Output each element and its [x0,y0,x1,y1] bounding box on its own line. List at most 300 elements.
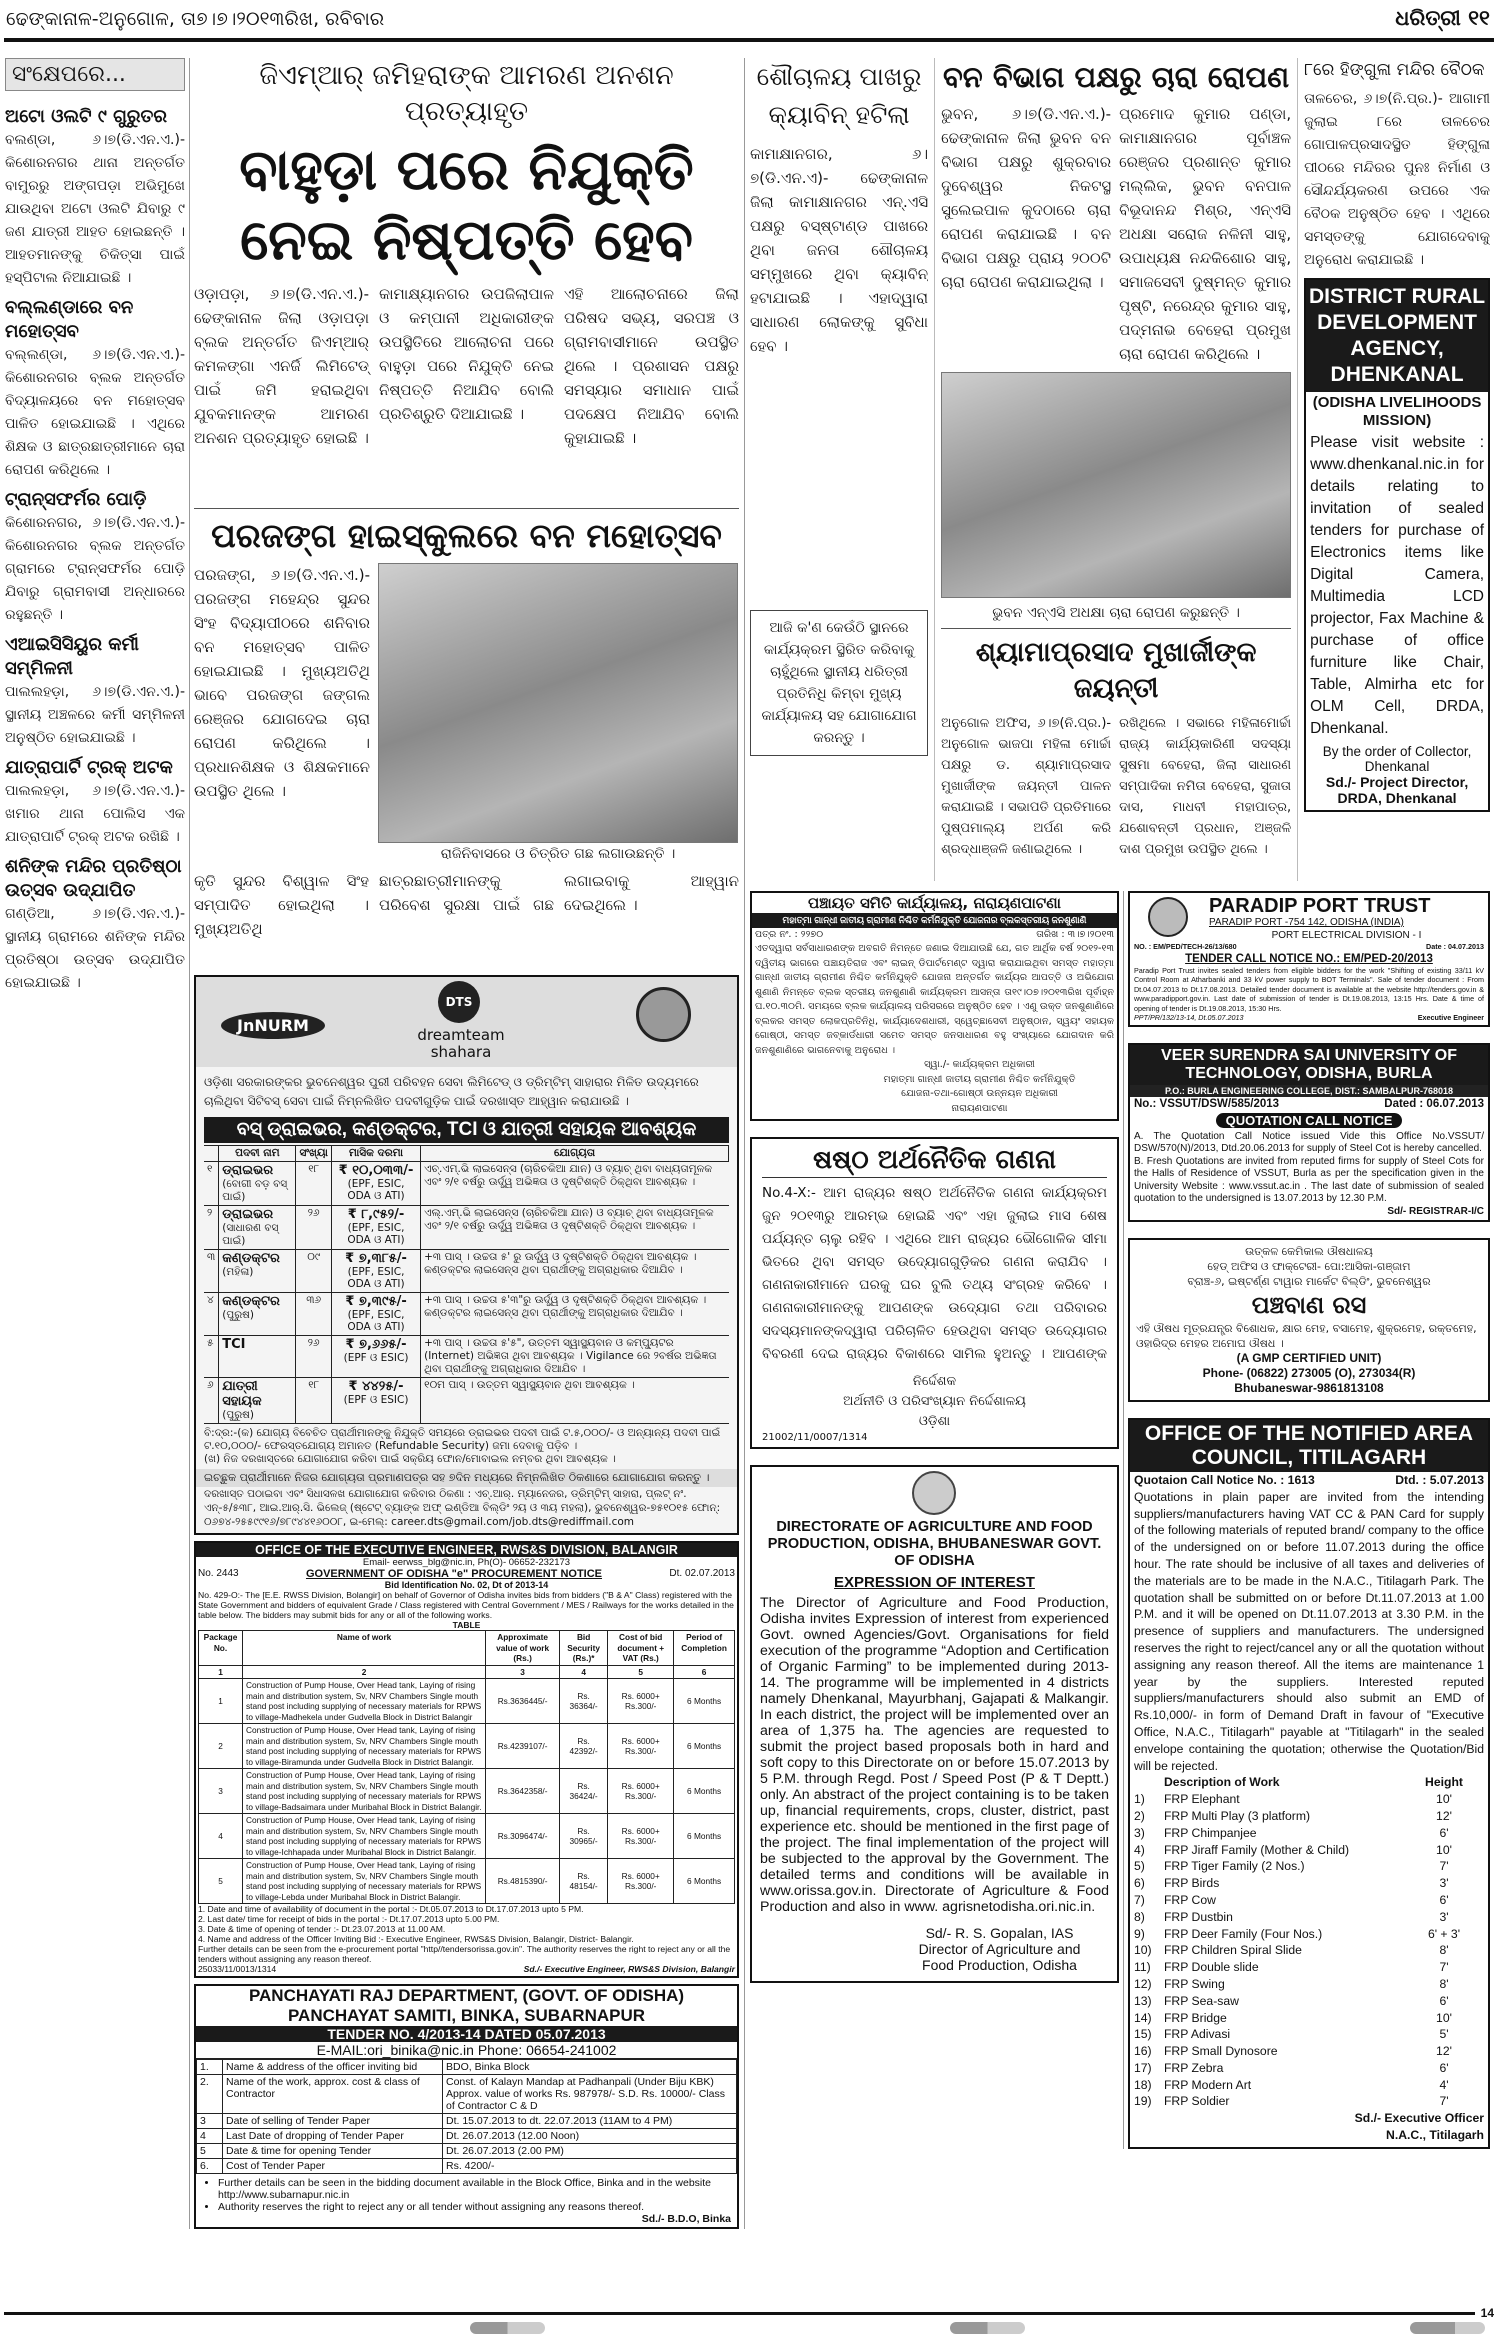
table-cell: 4 [197,2129,223,2144]
table-cell: 4 [199,1814,243,1859]
salary-cell [331,1378,420,1424]
item-height: 10' [1436,1842,1452,1857]
story2-tail: କୃତି ସୁନ୍ଦର ବିଶ୍ୱାଳ ସିଂହ ସମ୍ପାଦିତ ହୋଇଥିଲା । ମୁଖ୍ୟଅତିଥି ଛାତ୍ରଛାତ୍ରୀମାନଙ୍କୁ ପରିବେଶ ସୁରକ୍ଷା ପାଇଁ ଗଛ ଲଗାଇବାକୁ ଆହ୍ୱାନ ଦେଇଥିଲେ । [194,872,739,938]
col-header: Cost of bid document + VAT (Rs.) [608,1631,674,1666]
list-item [1130,1926,1488,1943]
narayanpatna-notice [750,891,1119,1121]
table-cell: Const. of Kalayn Mandap at Padhanpali (Under Biju KBK) Approx. value of works Rs. 987978/- S.D. Rs. 10000/- Class of Contractor C & D [443,2075,737,2114]
rwss-table-label: TABLE [452,1620,481,1630]
item-height: 12' [1436,1808,1452,1823]
rwss-contact: Email- eerwss_blg@nic.in, Ph(O)- 06652-232173 [362,1557,571,1568]
item-height: 12' [1436,2044,1452,2059]
agri-sign-line: Food Production, Odisha [922,1957,1077,1973]
table-cell: Cost of Tender Paper [223,2159,443,2174]
table-row [204,1206,729,1250]
col-header: Approximate value of work (Rs.) [486,1631,560,1666]
lead-paragraph: ଏହି ଆଲୋଚନାରେ ଜିଲା ପରିଷଦ ସଭ୍ୟ, ସରପଞ୍ଚ ଓ ଗ୍ରାମବାସୀମାନେ ଉପସ୍ଥିତ ଥିଲେ । ପ୍ରଶାସନ ପକ୍ଷରୁ ସମସ୍ୟାର ସମାଧାନ ପାଇଁ ପଦକ୍ଷେପ ନିଆଯିବ ବୋଲି କୁହାଯାଇଛି । [564,285,739,447]
table-cell: Rs. 6000+ Rs.300/- [608,1679,674,1724]
center-column [194,58,739,2229]
census-sign-line: ନିର୍ଦ୍ଦେଶକ [912,1374,957,1389]
dts-banner: ବସ୍ ଡ୍ରାଇଭର, କଣ୍ଡକ୍ଟର, TCI ଓ ଯାତ୍ରୀ ସହାୟକ ଆବଶ୍ୟକ [204,1117,729,1143]
item-height: 6' [1439,1892,1449,1907]
table-row [199,1724,735,1769]
item-number: 17) [1133,2060,1152,2075]
table-cell: Rs. 36424/- [560,1769,608,1814]
drda-sign: Sd./- Project Director, DRDA, Dhenkanal [1325,774,1469,806]
census-ref: 21002/11/0007/1314 [762,1432,868,1443]
item-desc: FRP Soldier [1163,2094,1230,2109]
table-cell: Rs. 48154/- [560,1859,608,1904]
rwss-intro: No. 429-O:- The [E.E. RWSS Division, Bolangir] on behalf of Governor of Odisha invites bids from bidders ("B & A" Class) registered with the State Government and bidders of equivalent Grade / Class registered with Central Government / MES / Railways for the works detailed in the table below. The bidders may submit bids for any or all of the following works. [198,1590,734,1620]
col-header: Name of work [243,1631,486,1666]
list-item [1130,1993,1488,2010]
list-item [1130,1959,1488,1976]
shouchalaya-headline: ଶୌଚାଳୟ ପାଖରୁ କ୍ୟାବିନ୍ ହଟିଲା [756,62,922,129]
item-number: 12) [1133,1976,1152,1991]
list-item [1130,1808,1488,1825]
count-cell: ୩୬ [296,1293,331,1336]
item-height: 7' [1439,2094,1449,2109]
item-height: 6' + 3' [1427,1926,1461,1941]
binka-title: PANCHAYATI RAJ DEPARTMENT, (GOVT. OF ODISHA) [248,1986,685,2005]
brief-body: ପାଲଲହଡ଼ା, ୬।୭(ଡି.ଏନ.ଏ.)- ସ୍ଥାନୀୟ ଅଞ୍ଚଳରେ କର୍ମୀ ସମ୍ମିଳନୀ ଅନୁଷ୍ଠିତ ହୋଇଯାଇଛି । [5,684,185,746]
table-cell: Construction of Pump House, Over Head tank, Laying of rising main and distribution system, Sv, NRV Chambers Single mouth stand post including supplying of necessary materials for RPWS to village-Ichhapada under Muribahal Block in District Balangir. [243,1814,486,1859]
dts-recruitment-ad [194,975,739,1535]
list-item [1130,1825,1488,1842]
table-row [204,1336,729,1378]
table-row [197,2144,737,2159]
titi-sign-office: N.A.C., Titilagarh [1386,2128,1484,2143]
table-cell: 3 [199,1769,243,1814]
item-desc: FRP Cow [1163,1892,1216,1907]
drda-subtitle: (ODISHA LIVELIHOODS MISSION) [1312,394,1482,429]
rwss-note: 1. Date and time of availability of document in the portal :- Dt.05.07.2013 to Dt.17.07.2013 upto 5 PM. [198,1904,584,1914]
narayan-subtitle: ମହାତ୍ମା ଗାନ୍ଧୀ ଜାତୀୟ ଗ୍ରାମୀଣ ନିଶ୍ଚିତ କର୍ମନିଯୁକ୍ତି ଯୋଜନାର ବ୍ଲକସ୍ତରୀୟ ଜନଶୁଣାଣି [752,913,1117,928]
odisha-emblem-icon [912,1471,956,1515]
item-desc: FRP Multi Play (3 platform) [1163,1808,1311,1823]
dts-intro: ଓଡ଼ିଶା ସରକାରଙ୍କର ଭୁବନେଶ୍ୱର ପୁରୀ ପରିବହନ ସେବା ଲିମିଟେଡ୍ ଓ ଡ୍ରିମ୍‌ଟିମ୍ ସାହାରାର ମିଳିତ ଉଦ୍ୟମରେ ଚାଲିଥିବା ସିଟିବସ୍ ସେବା ପାଇଁ ନିମ୍ନଲିଖିତ ପଦବୀଗୁଡ଼ିକ ପାଇଁ ଦରଖାସ୍ତ ଆହ୍ୱାନ କରାଯାଉଛି । [204,1075,699,1108]
brief-body: ବଲ୍ଲଣ୍ଡା, ୬।୭(ଡି.ଏନ.ଏ.)- କିଶୋରନଗର ବ୍ଲକ ଅନ୍ତର୍ଗତ ବିଦ୍ୟାଳୟରେ ବନ ମହୋତ୍ସବ ପାଳିତ ହୋଇଯାଇଛି । ଏଥିରେ ଶିକ୍ଷକ ଓ ଛାତ୍ରଛାତ୍ରୀମାନେ ଚାରା ରୋପଣ କରିଥିଲେ । [5,347,185,478]
story2-photo [378,563,738,843]
table-cell: Construction of Pump House, Over Head tank, Laying of rising main and distribution system, Sv, NRV Chambers Single mouth stand post including supplying of necessary materials for RPWS to village-Biramunda under Gudvella Block in District Balangir. [243,1724,486,1769]
item-number: 8) [1133,1909,1145,1924]
page-scroll-handle[interactable] [950,2322,1025,2334]
brief-section-label: ସଂକ୍ଷେପରେ... [5,58,185,91]
table-cell: Rs. 30965/- [560,1814,608,1859]
vssut-title: VEER SURENDRA SAI UNIVERSITY OF TECHNOLOGY, ODISHA, BURLA [1130,1045,1488,1085]
item-desc: FRP Swing [1163,1976,1225,1991]
brief-headline: ଶନିଙ୍କ ମନ୍ଦିର ପ୍ରତିଷ୍ଠା ଉତ୍ସବ ଉଦ୍‌ଯାପିତ [5,856,182,901]
table-cell: 5 [199,1859,243,1904]
page-scroll-handle[interactable] [1410,2322,1485,2334]
table-cell: Rs.3096474/- [486,1814,560,1859]
table-row [197,2159,737,2174]
economic-census-ad [750,1137,1119,1449]
item-height: 4' [1439,2077,1449,2092]
paradip-address: PARADIP PORT -754 142, ODISHA (INDIA) [1208,917,1404,928]
item-height: 3' [1439,1876,1449,1891]
shouchalaya-body: କାମାକ୍ଷାନଗର, ୬।୭(ଡି.ଏନ.ଏ)- ଢେଙ୍କାନାଳ ଜିଲା କାମାକ୍ଷାନଗର ଏନ୍.ଏସି ପକ୍ଷରୁ ବସ୍‌ଷ୍ଟାଣ୍ଡ ପାଖରେ ଥିବା ଜନତା ଶୌଚାଳୟ ସମ୍ମୁଖରେ ଥିବା କ୍ୟାବିନ୍ ହଟାଯାଇଛି । ଏହାଦ୍ୱାରା ସାଧାରଣ ଲୋକଙ୍କୁ ସୁବିଧା ହେବ । [750,145,929,355]
binka-subtitle: PANCHAYAT SAMITI, BINKA, SUBARNAPUR [287,2006,646,2025]
item-desc: FRP Birds [1163,1876,1220,1891]
item-height: 8' [1439,1976,1449,1991]
item-height: 7' [1439,1960,1449,1975]
table-row [197,2075,737,2114]
item-desc: FRP Jiraff Family (Mother & Child) [1163,1842,1350,1857]
post-cell [219,1378,296,1424]
table-cell: Rs. 36364/- [560,1679,608,1724]
table-cell: 2 [199,1724,243,1769]
panchaban-ras-ad [1128,1238,1490,1402]
vssut-item-b: B. Fresh Quotations are invited from reputed firms for supply of Steel Cots for the Halls of Residence of VSSUT, Burla as per the specification given in the University Website : www.vssut.ac.in . The last date of submission of sealed quotation to the undersigned is 13.07.2013 by 12.30 P.M. [1133,1155,1484,1204]
titi-sign: Sd./- Executive Officer [1354,2111,1484,2126]
table-cell: Date & time for opening Tender [223,2144,443,2159]
list-item [1130,1842,1488,1859]
paradip-ref: PPT/PR/132/13-14, Dt.05.07.2013 [1133,1013,1244,1022]
bana-body: ପ୍ରମୋଦ କୁମାର ପଣ୍ଡା, କାମାକ୍ଷାନଗର ପୂର୍ବାଞ୍ଚଳ ରେଞ୍ଜର ପ୍ରଶାନ୍ତ କୁମାର ମଲ୍ଲିକ, ଭୁବନ ବନପାଳ ବିଭୂଦାନନ୍ଦ ମିଶ୍ର, ଏନ୍‌ଏସି ଅଧକ୍ଷା ସରୋଜ ନଳିନୀ ସାହୁ, ଉପାଧ୍ୟକ୍ଷ ନନ୍ଦକିଶୋର ସାହୁ, ସମାଜସେବୀ ଦୁଷ୍ମନ୍ତ କୁମାର ପୃଷ୍ଟି, ନରେନ୍ଦ୍ର କୁମାର ସାହୁ, ପଦ୍ମନାଭ ବେହେରା ପ୍ରମୁଖ ଚାରା ରୋପଣ କରିଥିଲେ । [1119,105,1292,363]
table-row [204,1162,729,1206]
list-item [1130,2010,1488,2027]
col-header: ଯୋଗ୍ୟତା [421,1146,729,1162]
table-cell: Dt. 26.07.2013 (2.00 PM) [443,2144,737,2159]
item-height: 10' [1436,2010,1452,2025]
post-cell [219,1293,296,1336]
table-cell: 1. [197,2060,223,2075]
vssut-address: P.O.: BURLA ENGINEERING COLLEGE, DIST.: SAMBALPUR-768018 [1130,1085,1488,1097]
narayan-sign-line: ନାରାୟଣପାଟଣା [951,1102,1008,1114]
agri-heading: EXPRESSION OF INTEREST [834,1574,1035,1591]
item-number: 3) [1133,1825,1145,1840]
salary-note: (EPF ଓ ESIC) [343,1394,409,1406]
post-note: (ବୋଗୀ ବଡ଼ ବସ୍ ପାଇଁ) [222,1178,288,1203]
salary-cell [331,1293,420,1336]
table-cell: BDO, Binka Block [443,2060,737,2075]
column-divider [1123,891,1124,2149]
item-desc: FRP Children Spiral Slide [1163,1943,1302,1958]
post-note: (ମହିଳା) [222,1266,254,1278]
dts-address: ଦରଖାସ୍ତ ପଠାଇବା ଏବଂ ସିଧାସଳଖ ଯୋଗାଯୋଗ କରିବାର ଠିକଣା : ଏଚ୍.ଆର୍. ମ୍ୟାନେଜର, ଡ୍ରିମ୍‌ଟିମ୍ ସାହାରା, ପ୍ଲଟ୍ ନଂ. ଏନ୍-୫/୫୩୮, ଆଇ.ଆର୍.ସି. ଭିଲେଜ୍ (ଷ୍ଟେଟ୍ ବ୍ୟାଙ୍କ ଅଫ୍ ଇଣ୍ଡିଆ ବିଲ୍ଡିଂ ୨ୟ ଓ ୩ୟ ମହଲା), ଭୁବନେଶ୍ୱର-୭୫୧୦୧୫ ଫୋନ୍: ୦୬୭୪-୨୫୫୯୯୧୬/୭୮୯୪୪୧୬୦୦୮, ଇ-ମେଲ୍: career.dts@gmail.com/job.dts@rediffmail.com [204,1488,721,1528]
rwss-works-table [198,1630,735,1904]
table-cell: Construction of Pump House, Over Head tank, Laying of rising main and distribution system, Sv, NRV Chambers Single mouth stand post including supplying of necessary materials for RPWS to village-Lebda under Muribahal Block in District Balangir. [243,1859,486,1904]
table-cell: Dt. 26.07.2013 (12.00 Noon) [443,2129,737,2144]
census-sign-line: ଓଡ଼ିଶା [918,1414,951,1429]
bana-caption: ଭୁବନ ଏନ୍‌ଏସି ଅଧକ୍ଷା ଚାରା ରୋପଣ କରୁଛନ୍ତି । [992,605,1240,621]
item-number: 6) [1133,1876,1145,1891]
hingula-headline: ୮ରେ ହିଙ୍ଗୁଳା ମନ୍ଦିର ବୈଠକ [1304,60,1485,80]
item-number: 11) [1133,1960,1151,1975]
agri-sign-line: Sd/- R. S. Gopalan, IAS [925,1925,1074,1941]
narayan-date: ତାରିଖ : ୩।୭।୨୦୧୩ [1036,928,1114,940]
contact-notice-box: ଆଜି କ'ଣ କେଉଁଠି ସ୍ଥାନରେ କାର୍ଯ୍ୟକ୍ରମ ସ୍ଥିରିତ କରିବାକୁ ଚାହୁଁଥିଲେ ସ୍ଥାନୀୟ ଧରିତ୍ରୀ ପ୍ରତିନିଧି କିମ୍ବା ମୁଖ୍ୟ କାର୍ଯ୍ୟାଳୟ ସହ ଯୋଗାଯୋଗ କରନ୍ତୁ । [750,610,928,756]
salary: ₹ ୭,୩୯୫/- [345,1294,407,1309]
header-bar [6,6,1490,31]
list-item [1130,1909,1488,1926]
col-header: ମାସିକ ଦରମା [331,1146,420,1162]
brief-headline: ଯାତ୍ରାପାର୍ଟି ଟ୍ରକ୍ ଅଟକ [5,757,173,778]
narayan-sign-line: ସ୍ୱା./- କାର୍ଯ୍ୟକ୍ରମ ଅଧିକାରୀ [924,1059,1035,1070]
list-item [1130,1875,1488,1892]
table-cell: Rs. 42392/- [560,1724,608,1769]
item-desc: FRP Small Dynosore [1163,2044,1278,2059]
shyama-body: ରଖିଥିଲେ । ସଭାରେ ମହିଳାମୋର୍ଚ୍ଚା ରାଜ୍ୟ କାର୍ଯ୍ୟକାରିଣୀ ସଦସ୍ୟା ସୁଷମା ବେହେରା, ଜିଲା ସାଧାରଣ ସମ୍ପାଦିକା ନମିତା ବେହେରା, ସୁଜାତା ଦାସ, ମାଧବୀ ମହାପାତ୍ର, ଯଶୋବନ୍ତୀ ପ୍ରଧାନ, ଅଞ୍ଜଳି ଦାଶ ପ୍ରମୁଖ ଉପସ୍ଥିତ ଥିଲେ । [1119,716,1292,857]
list-item [1130,1858,1488,1875]
story2-headline: ପରଜଙ୍ଗ ହାଇସ୍କୁଲରେ ବନ ମହୋତ୍ସବ [211,516,722,555]
page-scroll-handle[interactable] [470,2322,545,2334]
item-number: 5) [1133,1859,1145,1874]
lead-paragraph: ଓଡ଼ାପଡ଼ା, ୬।୭(ଡି.ଏନ.ଏ.)- ଢେଙ୍କାନାଳ ଜିଲା ଓଡ଼ାପଡ଼ା ବ୍ଲକ ଅନ୍ତର୍ଗତ ଜିଏମ୍‌ଆର୍ କମଳଙ୍ଗା ଏନର୍ଜି ଲିମିଟେଡ୍ ପାଇଁ ଜମି ହରାଇଥିବା ଯୁବକମାନଙ୍କ ଆମରଣ ଅନଶନ ପ୍ରତ୍ୟାହୃତ ହୋଇଛି । [194,285,369,447]
item-number: 16) [1133,2044,1152,2059]
paradip-notice: TENDER CALL NOTICE NO.: EM/PED-20/2013 [1185,952,1433,965]
table-cell: Rs. 6000+ Rs.300/- [608,1859,674,1904]
col-header [204,1146,219,1162]
rwss-ref: 25033/11/0013/1314 [198,1964,277,1974]
paradip-division: PORT ELECTRICAL DIVISION - I [1271,930,1422,941]
agri-title: DIRECTORATE OF AGRICULTURE AND FOOD PRODUCTION, ODISHA, BHUBANESWAR GOVT. OF ODISHA [767,1519,1102,1569]
rwss-no: No. 2443 [198,1568,239,1579]
bus-seal-icon [636,987,691,1042]
post-name: ଡ୍ରାଇଭର [222,1207,274,1222]
divider [194,508,739,509]
item-number: 18) [1133,2077,1152,2092]
table-cell: 2. [197,2075,223,2114]
row-number: ୪ [204,1293,219,1336]
item-number: 2) [1133,1808,1145,1823]
paradip-sign: Executive Engineer [1417,1013,1484,1022]
item-desc: FRP Tiger Family (2 Nos.) [1163,1859,1305,1874]
item-desc: FRP Modern Art [1163,2077,1252,2092]
brief-headline: ଅଟୋ ଓଲଟି ୯ ଗୁରୁତର [5,106,168,127]
item-height: 8' [1439,1943,1449,1958]
list-item [1130,1892,1488,1909]
col-number: 1 [199,1665,243,1679]
table-cell: Rs.4815390/- [486,1859,560,1904]
list-item [1130,2093,1488,2110]
page-scroll-handles [0,2322,1498,2334]
item-number: 9) [1133,1926,1145,1941]
titi-no: Quotaion Call Notice No. : 1613 [1133,1473,1315,1487]
item-desc: FRP Adivasi [1163,2027,1231,2042]
salary: ₹ ୭,୬୬୫/- [345,1337,407,1352]
rwss-note: Further details can be seen from the e-procurement portal "http//tendersorissa.gov.in". The authority reserves the right to reject any or all the tenders without assigning any reason thereof. [198,1944,731,1964]
drda-body: Please visit website : www.dhenkanal.nic.in for details relating to invitation of sealed tenders for purchase of Electronics items like Digital Camera, Multimedia LCD projector, Fax Machine & purchase of office furniture like Chair, Table, Almirha etc for OLM Cell, DRDA, Dhenkanal. [1310,434,1485,737]
binka-tender-no: TENDER NO. 4/2013-14 DATED 05.07.2013 [196,2026,737,2042]
rwss-bid-id: Bid Identification No. 02, Dt of 2013-14 [384,1580,549,1590]
brief-headline: ଏଆଇସିସିୟୁର କର୍ମୀ ସମ୍ମିଳନୀ [5,634,139,679]
table-cell: Last Date of dropping of Tender Paper [223,2129,443,2144]
rwss-note: 3. Date & time of opening of tender :- Dt.23.07.2013 at 11.00 AM. [198,1924,446,1934]
narayan-body: ଏତଦ୍ୱାରା ସର୍ବସାଧାରଣଙ୍କ ଅବଗତି ନିମନ୍ତେ ଜଣାଇ ଦିଆଯାଉଛି ଯେ, ଗତ ଆର୍ଥିକ ବର୍ଷ ୨୦୧୨-୧୩ ଦ୍ୱିତୀୟ ଭାଗରେ ପଞ୍ଚାୟତିରାଜ ଏବଂ ଲାଇନ୍ ଡିପାର୍ଟମେଣ୍ଟ ଦ୍ୱାରା କରାଯାଇଥିବା ସମସ୍ତ ମହାତ୍ମା ଗାନ୍ଧୀ ଜାତୀୟ ଗ୍ରାମୀଣ ନିଶ୍ଚିତ କର୍ମନିଯୁକ୍ତି ଯୋଜନା ଅନ୍ତର୍ଗତ କାର୍ଯ୍ୟର ଆପତ୍ତି ଓ ଅଭିଯୋଗ ଶୁଣାଣି ନିମନ୍ତେ ବ୍ଲକ ସ୍ତରୀୟ ଜନଶୁଣାଣି କାର୍ଯ୍ୟକ୍ରମ ଆସନ୍ତା ତା୧୯।୦୭।୨୦୧୩ରିଖ ପୂର୍ବାହ୍ନ ଘ.୧୦.୩୦ମି. ସମୟରେ ବ୍ଲକ କାର୍ଯ୍ୟାଳୟ ପରିସରରେ ଅନୁଷ୍ଠିତ ହେବ । ଏଣୁ ଉକ୍ତ ଜନଶୁଣାଣିରେ ବ୍ଲକର ସମସ୍ତ ଲୋକପ୍ରତିନିଧି, କାର୍ଯ୍ୟାଦେଶଧାରୀ, ସ୍ୱେଚ୍ଛାସେବୀ ଅନୁଷ୍ଠାନ, ସ୍ୱୟଂ ସହାୟକ ଗୋଷ୍ଠୀ, ସମସ୍ତ ଜବ୍‌କାର୍ଡଧାରୀ ସମେତ ସମସ୍ତ ଜନସାଧାରଣ ବହୁ ସଂଖ୍ୟାରେ ଯୋଗଦାନ କରି ଜନଶୁଣାଣିରେ ଭାଗନେବାକୁ ଅନୁରୋଧ । [755,943,1114,1056]
table-cell: 6 Months [674,1814,735,1859]
item-desc: FRP Elephant [1163,1792,1240,1807]
titi-title: OFFICE OF THE NOTIFIED AREA COUNCIL, TITILAGARH [1130,1420,1488,1472]
col-number: 5 [608,1665,674,1679]
salary-note: (EPF, ESIC, ODA ଓ ATI) [347,1222,405,1246]
drda-ad [1304,278,1490,812]
col-number: 4 [560,1665,608,1679]
brief-column [5,58,185,995]
binka-contact: E-MAIL:ori_binika@nic.in Phone: 06654-241002 [196,2042,737,2059]
binka-table [196,2059,737,2174]
list-item [1130,2026,1488,2043]
panchaban-gmp: (A GMP CERTIFIED UNIT) [1236,1351,1382,1365]
census-sign-line: ଅର୍ଥନୀତି ଓ ପରିସଂଖ୍ୟାନ ନିର୍ଦ୍ଦେଶାଳୟ [843,1394,1026,1409]
item-desc: FRP Deer Family (Four Nos.) [1163,1926,1323,1941]
salary: ₹ ୪୪୨୫/- [348,1379,404,1394]
salary-note: (EPF, ESIC, ODA ଓ ATI) [347,1309,405,1333]
column-divider [934,58,935,881]
dts-vacancy-table [204,1145,729,1424]
salary-note: (EPF ଓ ESIC) [343,1352,409,1364]
agri-sign-line: Director of Agriculture and [918,1941,1081,1957]
paradip-no: NO. : EM/PED/TECH-26/13/680 [1133,942,1237,951]
table-row [197,2060,737,2075]
binka-sign: Sd./- B.D.O, Binka [641,2213,731,2225]
rwss-notice: GOVERNMENT OF ODISHA "e" PROCUREMENT NOTICE [305,1568,603,1580]
vssut-ad [1128,1043,1490,1223]
shyama-body: ଅନୁଗୋଳ ଅଫିସ, ୬।୭(ନି.ପ୍ର.)- ଅନୁଗୋଳ ଭାଜପା ମହିଳା ମୋର୍ଚ୍ଚା ପକ୍ଷରୁ ଡ. ଶ୍ୟାମାପ୍ରସାଦ ମୁଖାର୍ଜୀଙ୍କ ଜୟନ୍ତୀ ପାଳନ କରାଯାଇଛି । ସଭାପତି ପ୍ରତିମାରେ ପୁଷ୍ପମାଲ୍ୟ ଅର୍ପଣ କରି ଶ୍ରଦ୍ଧାଞ୍ଜଳି ଜଣାଇଥିଲେ । [941,716,1112,857]
drda-title: DISTRICT RURAL DEVELOPMENT AGENCY, DHENKANAL [1306,280,1488,392]
item-height: 6' [1439,2060,1449,2075]
row-number: ୬ [204,1378,219,1424]
lead-body [194,282,739,502]
panchaban-company: ଉତ୍କଳ କେମିକାଲ ଔଷଧାଳୟ [1245,1245,1373,1258]
item-desc: FRP Bridge [1163,2010,1227,2025]
table-row [197,2129,737,2144]
item-desc: FRP Dustbin [1163,1909,1233,1924]
post-note: (ସାଧାରଣ ବସ୍ ପାଇଁ) [222,1222,279,1247]
item-desc: FRP Chimpanjee [1163,1825,1257,1840]
dateline: ଢେଙ୍କାନାଳ-ଅନୁଗୋଳ, ତା୭।୭।୨୦୧୩ରିଖ, ରବିବାର [6,8,385,30]
panchaban-phone: Phone- (06822) 273005 (O), 273034(R) [1202,1366,1416,1380]
table-row [199,1679,735,1724]
footer-rule [4,2312,1475,2315]
table-cell: Rs. 6000+ Rs.300/- [608,1724,674,1769]
titi-col-desc: Description of Work [1163,1775,1280,1790]
qualification-cell: +୩ ପାସ୍ । ଉଚ୍ଚତା ୫'୩"ରୁ ଊର୍ଦ୍ଧ୍ୱ ଓ ଦୃଷ୍ଟିଶକ୍ତି ଠିକ୍‌ଥିବା ଆବଶ୍ୟକ । କଣ୍ଡକ୍ଟର ଲାଇସେନ୍ସ ଥିବା ପ୍ରାର୍ଥୀଙ୍କୁ ଅଗ୍ରାଧିକାର ଦିଆଯିବ । [421,1293,729,1336]
story2-body: ପରଜଙ୍ଗ, ୬।୭(ଡି.ଏନ.ଏ.)- ପରଜଙ୍ଗ ମହେନ୍ଦ୍ର ସୁନ୍ଦର ସିଂହ ବିଦ୍ୟାପୀଠରେ ଶନିବାର ବନ ମହୋତ୍ସବ ପାଳିତ ହୋଇଯାଇଛି । ମୁଖ୍ୟଅତିଥି ଭାବେ ପରଜଙ୍ଗ ଜଙ୍ଗଲ ରେଞ୍ଜର ଯୋଗଦେଇ ଚାରା ରୋପଣ କରିଥିଲେ । ପ୍ରଧାନଶିକ୍ଷକ ଓ ଶିକ୍ଷକମାନେ ଉପସ୍ଥିତ ଥିଲେ । [194,566,370,800]
col-header: ପଦବୀ ନାମ [219,1146,296,1162]
brief-body: ବଲଣ୍ଡା, ୬।୭(ଡି.ଏନ.ଏ.)- କିଶୋରନଗର ଥାନା ଅନ୍ତର୍ଗତ ବାମୁରରୁ ଅଙ୍ଗପଡ଼ା ଅଭିମୁଖେ ଯାଉଥିବା ଅଟୋ ଓଲଟି ଯିବାରୁ ୯ ଜଣ ଯାତ୍ରୀ ଆହତ ହୋଇଛନ୍ତି । ଆହତମାନଙ୍କୁ ଚିକିତ୍ସା ପାଇଁ ହସ୍ପିଟାଲ ନିଆଯାଇଛି । [5,132,185,286]
item-height: 5' [1439,2027,1449,2042]
vssut-notice: QUOTATION CALL NOTICE [1216,1113,1403,1128]
rwss-note: 2. Last date/ time for receipt of bids in the portal :- Dt.17.07.2013 upto 5.00 PM. [198,1914,500,1924]
count-cell: ୧୮ [296,1378,331,1424]
table-cell: 1 [199,1679,243,1724]
header-rule [4,38,1494,42]
post-cell [219,1162,296,1206]
titi-col-height: Height [1425,1775,1463,1790]
table-cell: Name of the work, approx. cost & class of Contractor [223,2075,443,2114]
dts-logo: DTS [438,981,480,1023]
paradip-body: Paradip Port Trust invites sealed tenders from eligible bidders for the work "Shifting of existing 33/11 kV Control Room at Atharbanki and 33 kV power supply to BOT Terminals". Sale of tender document : From Dt.04.07.2013 to Dt.17.08.2013. Detailed tender document is available at the website http://tenders.gov.in & www.paradipport.gov.in. Last date of submission of tender is Dt.19.08.2013, 13:15 Hrs. Date & time of opening of tender is Dt.19.08.2013, 15:30 Hrs. [1133,965,1484,1013]
brief-body: କିଶୋରନଗର, ୬।୭(ଡି.ଏନ.ଏ.)- କିଶୋରନଗର ବ୍ଲକ ଅନ୍ତର୍ଗତ ଗ୍ରାମରେ ଟ୍ରାନ୍ସଫର୍ମର ପୋଡ଼ି ଯିବାରୁ ଗ୍ରାମବାସୀ ଅନ୍ଧାରରେ ରହୁଛନ୍ତି । [5,515,185,623]
post-cell [219,1250,296,1293]
table-cell: Rs. 6000+ Rs.300/- [608,1814,674,1859]
paradip-title: PARADIP PORT TRUST [1208,895,1431,917]
row-number: ୩ [204,1250,219,1293]
page-label: ଧରିତ୍ରୀ ୧୧ [1395,6,1490,30]
salary-note: (EPF, ESIC, ODA ଓ ATI) [347,1178,405,1202]
lead-kicker: ଜିଏମ୍‌ଆର୍ ଜମିହରାଙ୍କ ଆମରଣ ଅନଶନ ପ୍ରତ୍ୟାହୃତ [259,60,674,127]
paradip-port-ad [1128,891,1490,1027]
post-name: TCI [222,1337,246,1352]
qualification-cell: +୩ ପାସ୍ । ଉଚ୍ଚତା ୫'୫", ଉତ୍ତମ ସ୍ୱାସ୍ଥ୍ୟବାନ ଓ କମ୍ପ୍ୟୁଟର (Internet) ଅଭିଜ୍ଞତା ଥିବା ଆବଶ୍ୟକ । Vigilance ରେ ୨ବର୍ଷର ଅଭିଜ୍ଞତା ଥିବା ପ୍ରାର୍ଥୀଙ୍କୁ ଅଗ୍ରାଧିକାର ଦିଆଯିବ । [421,1336,729,1378]
item-height: 6' [1439,1993,1449,2008]
item-number: 15) [1133,2027,1152,2042]
count-cell: ୦୯ [296,1250,331,1293]
bana-body: ଭୁବନ, ୬।୭(ଡି.ଏନ.ଏ.)- ଢେଙ୍କାନାଳ ଜିଲା ଭୁବନ ବନ ବିଭାଗ ପକ୍ଷରୁ ଶୁକ୍ରବାର ଦୁବେଶ୍ୱର ନିକଟସ୍ଥ ସୁଲେଇପାଳ କୁଦଠାରେ ଚାରା ରୋପଣ କରାଯାଇଛି । ବନ ବିଭାଗ ପକ୍ଷରୁ ପ୍ରାୟ ୨୦୦ଟି ଚାରା ରୋପଣ କରାଯାଇଥିଲା । [941,105,1112,291]
panchaban-office: ହେଡ୍ ଅଫିସ ଓ ଫାକ୍ଟେରୀ- ପୋ:ଆସିକା-ଗଞ୍ଜାମ [1207,1260,1411,1273]
table-cell: 6 Months [674,1679,735,1724]
table-cell: Construction of Pump House, Over Head tank, Laying of rising main and distribution system, Sv, NRV Chambers Single mouth stand post including supplying of necessary materials for RPWS to village-Badsaimara under Muribahal Block in District Balangir. [243,1769,486,1814]
post-name: କଣ୍ଡକ୍ଟର [222,1294,280,1309]
paradip-date: Date : 04.07.2013 [1426,942,1484,951]
table-row [199,1814,735,1859]
col-number: 3 [486,1665,560,1679]
table-cell: Name & address of the officer inviting bid [223,2060,443,2075]
list-item [1130,2043,1488,2060]
narayan-letter-no: ପତ୍ର ନଂ. : ୨୨୭୦ [755,928,824,940]
col-header: Period of Completion [674,1631,735,1666]
dts-note: (ଖ) ନିଜ ଦରଖାସ୍ତରେ ଯୋଗାଯୋଗ କରିବା ପାଇଁ ସକ୍ରିୟ ଫୋନ/ମୋବାଇଲ ନମ୍ବର ଥିବା ଆବଶ୍ୟକ । [204,1453,616,1465]
qualification-cell: ୧୦ମ ପାସ୍ । ଉତ୍ତମ ସ୍ୱାସ୍ଥ୍ୟବାନ ଥିବା ଆବଶ୍ୟକ । [421,1378,729,1424]
rwss-date: Dt. 02.07.2013 [669,1568,735,1579]
table-cell: 6 Months [674,1724,735,1769]
panchaban-branch: ବ୍ରାଞ୍ଚ-୬, ଇଷ୍ଟର୍ଣ୍ଣ ଟାୱାର ମାର୍କେଟ ବିଲ୍ଡିଂ, ଭୁବନେଶ୍ୱର [1187,1275,1431,1288]
table-cell: 5 [197,2144,223,2159]
col-header: Package No. [199,1631,243,1666]
list-item [1130,1976,1488,1993]
brief-body: ପାଲଲହଡ଼ା, ୬।୭(ଡି.ଏନ.ଏ.)- ଖମାର ଥାନା ପୋଲିସ ଏକ ଯାତ୍ରାପାର୍ଟି ଟ୍ରକ୍ ଅଟକ ରଖିଛି । [5,783,185,845]
agri-body: The Director of Agriculture and Food Production, Odisha invites Expression of interest from experienced Govt. owned Agencies/Govt. Organisations for field execution of the programme “Adoption and Certification of Organic Farming” to be implemented during 2013-14. The programme will be implemented in 4 districts namely Dhenkanal, Mayurbhanj, Gajapati & Malkangir. In each district, the project will be implemented over an area of 1,375 ha. The agencies are requested to submit the project based proposals both in hard and soft copy to this Directorate on or before 15.07.2013 by 5 P.M. through Regd. Post / Speed Post (P & T Deptt.) only. An abstract of the project containing is to be taken up, financial requirements, crops, cluster, district, past experience etc. should be mentioned in the first page of the project. The final implementation of the project will be subjected to the approval by the Government. The detailed terms and conditions will be available in www.orissa.gov.in. Directorate of Agriculture & Food Production and also in www. agrisnetodisha.ori.nic.in. [760,1595,1109,1915]
table-cell: 3 [197,2114,223,2129]
list-item [1130,1791,1488,1808]
table-cell: Rs. 4200/- [443,2159,737,2174]
brief-body: ଗଣ୍ଡିଆ, ୬।୭(ଡି.ଏନ.ଏ.)- ସ୍ଥାନୀୟ ଗ୍ରାମରେ ଶନିଙ୍କ ମନ୍ଦିର ପ୍ରତିଷ୍ଠା ଉତ୍ସବ ଉଦ୍‌ଯାପିତ ହୋଇଯାଇଛି । [5,906,185,991]
item-height: 3' [1439,1909,1449,1924]
story2-caption: ରାଜିନିବାସରେ ଓ ଚିତ୍ରିତ ଗଛ ଲଗାଉଛନ୍ତି । [440,846,676,862]
item-desc: FRP Double slide [1163,1960,1259,1975]
table-cell: Date of selling of Tender Paper [223,2114,443,2129]
item-number: 1) [1133,1792,1145,1807]
panchaban-product: ପଞ୍ଚବାଣ ରସ [1251,1291,1367,1319]
post-name: କଣ୍ଡକ୍ଟର [222,1251,280,1266]
salary: ₹ ୮,୯୫୨/- [347,1207,405,1222]
rwss-sign: Sd./- Executive Engineer, RWS&S Division, Balangir [523,1964,735,1974]
count-cell: ୨୬ [296,1336,331,1378]
col-number: 2 [243,1665,486,1679]
item-number: 4) [1133,1842,1145,1857]
page-number: 14 [1480,2306,1494,2320]
item-height: 7' [1439,1859,1449,1874]
narayan-title: ପଞ୍ଚାୟତ ସମିତି କାର୍ଯ୍ୟାଳୟ, ନାରାୟଣପାଟଣା [808,894,1061,912]
qualification-cell: +୩ ପାସ୍ । ଉଚ୍ଚତା ୫' ରୁ ଊର୍ଦ୍ଧ୍ୱ ଓ ଦୃଷ୍ଟିଶକ୍ତି ଠିକ୍‌ଥିବା ଆବଶ୍ୟକ । କଣ୍ଡକ୍ଟର ଲାଇସେନ୍ସ ଥିବା ପ୍ରାର୍ଥୀଙ୍କୁ ଅଗ୍ରାଧିକାର ଦିଆଯିବ । [421,1250,729,1293]
census-body: No.4-X:- ଆମ ରାଜ୍ୟର ଷଷ୍ଠ ଅର୍ଥନୈତିକ ଗଣନା କାର୍ଯ୍ୟକ୍ରମ ଜୁନ ୨୦୧୩ରୁ ଆରମ୍ଭ ହୋଇଛି ଏବଂ ଏହା ଜୁଲାଇ ମାସ ଶେଷ ପର୍ଯ୍ୟନ୍ତ ଚାଲୁ ରହିବ । ଏଥିରେ ଆମ ରାଜ୍ୟର ଭୌଗୋଳିକ ସୀମା ଭିତରେ ଥିବା ସମସ୍ତ ଉଦ୍ୟୋଗଗୁଡ଼ିକର ଗଣନା କରାଯିବ । ଗଣନାକାରୀମାନେ ଘରକୁ ଘର ବୁଲି ତଥ୍ୟ ସଂଗ୍ରହ କରିବେ । ଗଣନାକାରୀମାନଙ୍କୁ ଆପଣଙ୍କ ଉଦ୍ୟୋଗ ତଥା ପରିବାରର ସଦସ୍ୟମାନଙ୍କଦ୍ୱାରା ପରିଚାଳିତ ହେଉଥିବା ସମସ୍ତ ଉଦ୍ୟୋଗର ବିବରଣୀ ଦେଇ ରାଜ୍ୟର ବିକାଶରେ ସାମିଲ ହୁଅନ୍ତୁ । ଆପଣଙ୍କ [762,1185,1107,1362]
shyama-headline: ଶ୍ୟାମାପ୍ରସାଦ ମୁଖାର୍ଜୀଙ୍କ ଜୟନ୍ତୀ [975,637,1257,704]
rwss-title: OFFICE OF THE EXECUTIVE ENGINEER, RWS&S DIVISION, BALANGIR [196,1543,737,1557]
qualification-cell: ଏଲ୍.ଏମ୍.ଭି ଲାଇସେନ୍ସ (ଚାରିଚକିଆ ଯାନ) ଓ ବ୍ୟାଚ୍ ଥିବା ବାଧ୍ୟତାମୂଳକ ଏବଂ ୨/୧ ବର୍ଷରୁ ଊର୍ଦ୍ଧ୍ୱ ଅଭିଜ୍ଞତା ଓ ଦୃଷ୍ଟିଶକ୍ତି ଠିକ୍‌ଥିବା ଆବଶ୍ୟକ । [421,1206,729,1250]
dts-note: ବି:ଦ୍ର:-(କ) ଯୋଗ୍ୟ ବିବେଚିତ ପ୍ରାର୍ଥୀମାନଙ୍କୁ ନିଯୁକ୍ତି ସମୟରେ ଡ୍ରାଇଭର ପଦବୀ ପାଇଁ ଟ.୫,୦୦୦/- ଓ ଅନ୍ୟାନ୍ୟ ପଦବୀ ପାଇଁ ଟ.୧୦,୦୦୦/- ଫେରସ୍ତଯୋଗ୍ୟ ଅମାନତ (Refundable Security) ଜମା ଦେବାକୁ ପଡ଼ିବ । [204,1427,721,1452]
count-cell: ୨୬ [296,1206,331,1250]
lead-headline: ବାହୁଡ଼ା ପରେ ନିଯୁକ୍ତି ନେଇ ନିଷ୍ପତ୍ତି ହେବ [239,138,694,273]
divider [941,628,1291,629]
drda-order: By the order of Collector, Dhenkanal [1322,744,1472,774]
list-item [1130,2060,1488,2077]
panchaban-mobile: Bhubaneswar-9861813108 [1234,1381,1384,1395]
salary-cell [331,1250,420,1293]
item-number: 14) [1133,2010,1152,2025]
jnnurm-logo: JnNURM [221,1012,325,1039]
